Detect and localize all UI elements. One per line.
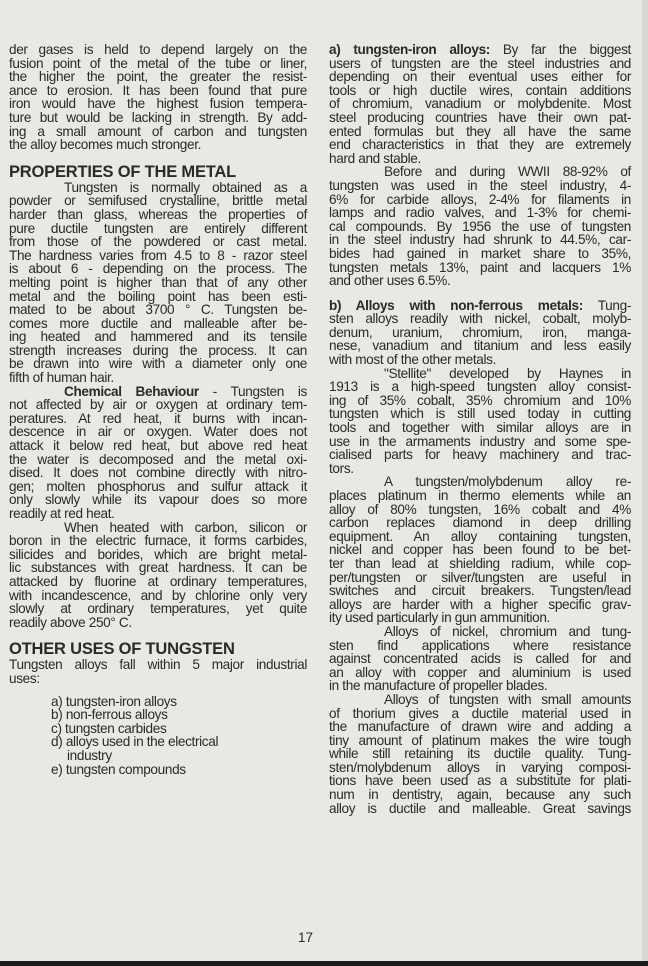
- text-line: metal and the boiling point has been esti-: [9, 288, 307, 304]
- text-line: while still retaining its ductile quality. Tung-: [329, 746, 631, 762]
- text-line: ter than lead at shielding radium, while cop-: [329, 555, 631, 571]
- text-line: Tungsten is normally obtained as a: [64, 179, 307, 195]
- text-line: with most of the other metals.: [329, 352, 497, 368]
- text-line: comes more ductile and malleable after be-: [9, 315, 307, 331]
- text-line: tools or high ductile wires, contain additions: [329, 82, 631, 98]
- text-line: tools and together with similar alloys are in: [329, 420, 631, 436]
- text-line: in the manufacture of propeller blades.: [329, 678, 548, 694]
- text-line: an alloy with copper and aluminium is used: [329, 664, 631, 680]
- paragraph: [9, 658, 307, 685]
- text-line: peratures. At red heat, it burns with incan-: [9, 410, 307, 426]
- text-line: [9, 385, 307, 399]
- text-line: alloys are harder with a higher specific grav-: [329, 596, 631, 612]
- page-number: 17: [298, 930, 314, 945]
- text-line: depending on their eventual uses either for: [329, 69, 631, 85]
- bold-lead-in: a) tungsten-iron alloys:: [329, 42, 490, 57]
- text-line: carbon replaces diamond in deep drilling: [329, 515, 631, 531]
- text-line: with incandescence, and by chlorine only very: [9, 587, 307, 603]
- text-line: dised. It does not combine directly with nitro-: [9, 465, 307, 481]
- paragraph: [329, 367, 631, 476]
- text-line: pure ductile tungsten are entirely different: [9, 220, 307, 236]
- text-line: melting point is higher than that of any other: [9, 274, 307, 290]
- text-line: ing of 35% cobalt, 35% chromium and 10%: [329, 392, 631, 408]
- text-line: use in the armaments industry and some spe-: [329, 433, 631, 449]
- text-line: sten alloys readily with nickel, cobalt, molyb-: [329, 311, 631, 327]
- text-line: tors.: [329, 460, 354, 476]
- text-line: readily at red heat.: [9, 506, 115, 521]
- text-line: per/tungsten or silver/tungsten are useful in: [329, 569, 631, 585]
- text-line: silicides and borides, which are bright metal-: [9, 546, 307, 562]
- text-line: tungsten was used in the steel industry, 4-: [329, 177, 631, 193]
- text-line: alloy of 80% tungsten, 16% cobalt and 4%: [329, 501, 631, 517]
- paragraph: [9, 43, 307, 152]
- text-line: denum, uranium, chromium, iron, manga-: [329, 324, 631, 340]
- paragraph: [9, 385, 307, 521]
- text-line: The hardness varies from 4.5 to 8 - razor steel: [9, 247, 307, 263]
- section-heading: OTHER USES OF TUNGSTEN: [9, 640, 235, 659]
- text-line: lamps and radio valves, and 1-3% for chemi-: [329, 205, 631, 221]
- text-line: iron would have the highest fusion tempera-: [9, 96, 307, 112]
- text-line: When heated with carbon, silicon or: [64, 519, 307, 535]
- text-line: ture but would be lacking in strength. By add-: [9, 109, 307, 125]
- paragraph: [9, 181, 307, 385]
- text-line: boron in the electric furnace, it forms carbides,: [9, 533, 307, 549]
- text-line: d) alloys used in the electrical: [51, 734, 219, 750]
- text-line: tungsten which is still used today in cutting: [329, 406, 631, 422]
- text-line: strength increases during the process. It can: [9, 342, 307, 358]
- text-line: tions have been used as a substitute for plati-: [329, 773, 631, 789]
- text-line: [329, 299, 631, 313]
- text-line: equipment. An alloy containing tungsten,: [329, 528, 631, 544]
- text-line: nese, vanadium and titanium and less easily: [329, 338, 631, 354]
- text-line: attack it below red heat, but above red heat: [9, 438, 307, 454]
- text-line: descence in air or oxygen. Water does not: [9, 424, 307, 440]
- text-line: tiny amount of platinum makes the wire tough: [329, 732, 631, 748]
- text-line: b) non-ferrous alloys: [51, 707, 168, 723]
- text-line: ented formulas but they all have the same: [329, 123, 631, 139]
- text-line: switches and circuit breakers. Tungsten/lead: [329, 583, 631, 599]
- text-line: harder than glass, whereas the properties of: [9, 206, 307, 222]
- text-line: sten find applications where resistance: [329, 637, 631, 653]
- text-line: num in dentistry, again, because any such: [329, 787, 631, 803]
- text-line: readily above 250° C.: [9, 614, 132, 630]
- text-line: not affected by air or oxygen at ordinary tem-: [9, 397, 307, 413]
- text-line: the alloy becomes much stronger.: [9, 137, 202, 153]
- text-line: be drawn into wire with a diameter only one: [9, 356, 307, 372]
- text-line: industry: [67, 747, 112, 763]
- text-line: users of tungsten are the steel industries and: [329, 55, 631, 71]
- text-line: ing heated and hammered and its tensile: [9, 329, 307, 345]
- text-line: sten/molybdenum alloys in varying composi-: [329, 759, 631, 775]
- text-line: uses:: [9, 670, 40, 686]
- text-line: from those of the powdered or cast metal.: [9, 234, 307, 250]
- text-line: mated to be about 3700 ° C. Tungsten be-: [9, 302, 307, 318]
- text-line: is about 6 - depending on the process. The: [9, 261, 307, 277]
- text-line: Before and during WWII 88-92% of: [384, 164, 631, 180]
- text-line: e) tungsten compounds: [51, 761, 186, 777]
- text-line: hard and stable.: [329, 150, 421, 166]
- text-line: Alloys of tungsten with small amounts: [384, 691, 631, 707]
- text-line: ance to erosion. It has been found that pure: [9, 82, 307, 98]
- bold-lead-in: b) Alloys with non-ferrous metals:: [329, 297, 583, 313]
- text-line: end characteristics in that they are extremely: [329, 137, 631, 153]
- page-edge-shadow: [642, 0, 648, 961]
- text-line: attacked by fluorine at ordinary temperatures,: [9, 573, 307, 589]
- text-line: cal compounds. By 1956 the use of tungsten: [329, 218, 631, 234]
- text-line: tungsten metals 13%, paint and lacquers 1%: [329, 259, 631, 275]
- text-line: fifth of human hair.: [9, 370, 114, 386]
- paragraph: [9, 521, 307, 630]
- text-line: der gases is held to depend largely on the: [9, 42, 307, 57]
- text-line: "Stellite" developed by Haynes in: [384, 365, 631, 381]
- text-line: cialised parts for heavy machinery and trac-: [329, 447, 631, 463]
- paragraph: [329, 625, 631, 693]
- text-line: the water is decomposed and the metal oxi-: [9, 451, 307, 467]
- text-line: slowly at ordinary temperatures, yet quite: [9, 601, 307, 617]
- text-line: only slowly while its vapour does so more: [9, 492, 307, 508]
- paragraph: [329, 693, 631, 815]
- text-line: places platinum in thermo elements while an: [329, 488, 631, 503]
- left-column: [9, 43, 307, 776]
- text-line: steel producing countries have their own pat-: [329, 109, 631, 125]
- text-line: bides had gained in market share to 35%,: [329, 245, 631, 261]
- text-line: a) tungsten-iron alloys: [51, 693, 177, 709]
- text-line: and other uses 6.5%.: [329, 273, 451, 289]
- text-line: powder or semifused crystalline, brittle metal: [9, 193, 307, 209]
- text-run: Tung-: [582, 297, 631, 313]
- text-run: By far the biggest: [489, 42, 631, 57]
- text-line: against concentrated acids is called for and: [329, 651, 631, 667]
- bold-lead-in: Chemical Behaviour: [64, 383, 199, 399]
- paragraph: [329, 165, 631, 287]
- section-heading: PROPERTIES OF THE METAL: [9, 162, 237, 181]
- text-line: 1913 is a high-speed tungsten alloy consist-: [329, 379, 631, 395]
- text-line: c) tungsten carbides: [51, 720, 167, 736]
- paragraph: [329, 475, 631, 625]
- text-line: fusion point of the metal of the tube or liner,: [9, 55, 307, 71]
- paragraph: [329, 299, 631, 367]
- text-line: Alloys of nickel, chromium and tung-: [384, 623, 631, 639]
- text-line: nickel and copper has been found to be bet-: [329, 542, 631, 558]
- text-line: of chromium, vanadium or molybdenite. Most: [329, 96, 631, 112]
- text-line: ing a small amount of carbon and tungsten: [9, 123, 307, 139]
- text-line: alloy is ductile and malleable. Great savings: [329, 800, 631, 816]
- scan-border: [0, 961, 648, 966]
- text-line: [329, 43, 631, 57]
- uses-list: [9, 695, 307, 777]
- text-line: Tungsten alloys fall within 5 major industrial: [9, 657, 307, 673]
- text-line: lic substances with great hardness. It can be: [9, 560, 307, 576]
- right-column: [329, 43, 631, 815]
- paragraph: [329, 43, 631, 165]
- text-line: in the steel industry had shrunk to 44.5%, car-: [329, 232, 631, 248]
- text-run: - Tungsten is: [198, 383, 307, 399]
- text-line: the higher the point, the greater the resist-: [9, 69, 307, 85]
- text-line: 6% for carbide alloys, 2-4% for filaments in: [329, 191, 631, 207]
- text-line: the manufacture of drawn wire and adding a: [329, 719, 631, 735]
- text-line: A tungsten/molybdenum alloy re-: [384, 474, 631, 490]
- text-line: of thorium gives a ductile material used in: [329, 705, 631, 721]
- text-line: ity used particularly in gun ammunition.: [329, 610, 550, 626]
- text-line: gen; molten phosphorus and sulfur attack it: [9, 478, 307, 494]
